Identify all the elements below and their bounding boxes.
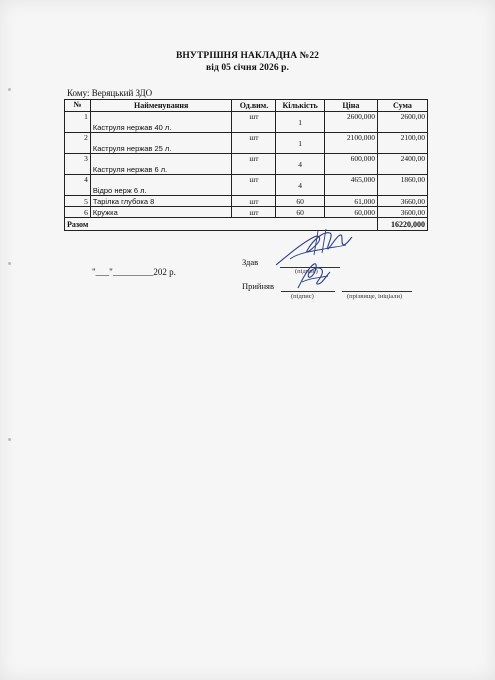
row-price: 60,000 [324, 207, 377, 218]
row-price: 465,000 [324, 175, 377, 196]
row-quantity: 4 [276, 154, 324, 175]
row-number: 6 [65, 207, 91, 218]
row-quantity: 60 [276, 196, 324, 207]
row-unit: шт [232, 112, 276, 133]
table-row [65, 112, 428, 133]
received-name-line [342, 291, 412, 292]
row-sum: 1860,00 [377, 175, 427, 196]
table-row [65, 133, 428, 154]
header-number: № [65, 100, 91, 112]
row-price: 61,000 [324, 196, 377, 207]
invoice-table [64, 99, 428, 231]
total-value: 16220,000 [377, 218, 427, 231]
row-price: 2100,000 [324, 133, 377, 154]
row-price: 600,000 [324, 154, 377, 175]
row-number: 4 [65, 175, 91, 196]
row-unit: шт [232, 196, 276, 207]
table-row [65, 175, 428, 196]
row-name: Тарілка глубока 8 [90, 196, 232, 207]
row-name: Каструля нержав 25 л. [90, 133, 232, 154]
header-price: Ціна [324, 100, 377, 112]
handed-sign-hint: (підпис) [295, 268, 318, 275]
row-quantity: 4 [276, 175, 324, 196]
row-quantity: 1 [276, 112, 324, 133]
row-quantity: 1 [276, 133, 324, 154]
date-field: "___"_________202 р. [92, 267, 176, 277]
row-unit: шт [232, 154, 276, 175]
recipient-line: Кому: Веряцький ЗДО [67, 88, 153, 98]
received-name-hint: (прізвище, ініціали) [347, 293, 403, 300]
table-header-row [65, 100, 428, 112]
row-name: Каструля нержав 6 л. [90, 154, 232, 175]
row-price: 2600,000 [324, 112, 377, 133]
received-signature-image [292, 258, 336, 294]
scan-mark [8, 438, 11, 441]
row-sum: 3600,00 [377, 207, 427, 218]
row-name: Відро нерж 6 л. [90, 175, 232, 196]
table-row [65, 154, 428, 175]
row-sum: 2400,00 [377, 154, 427, 175]
row-number: 1 [65, 112, 91, 133]
total-label: Разом [65, 218, 378, 231]
row-sum: 2600,00 [377, 112, 427, 133]
received-sign-hint: (підпис) [291, 293, 314, 300]
row-unit: шт [232, 207, 276, 218]
document-date: від 05 січня 2026 р. [205, 63, 290, 73]
handed-label: Здав [242, 257, 259, 267]
header-sum: Сума [377, 100, 427, 112]
row-number: 2 [65, 133, 91, 154]
row-unit: шт [232, 133, 276, 154]
row-sum: 3660,00 [377, 196, 427, 207]
table-total-row [65, 218, 428, 231]
row-name: Кружка [90, 207, 232, 218]
document-title: ВНУТРІШНЯ НАКЛАДНА №22 [175, 51, 320, 61]
row-quantity: 60 [276, 207, 324, 218]
table-row [65, 207, 428, 218]
table-row [65, 196, 428, 207]
row-sum: 2100,00 [377, 133, 427, 154]
row-name: Каструля нержав 40 л. [90, 112, 232, 133]
row-number: 3 [65, 154, 91, 175]
header-unit: Од.вим. [232, 100, 276, 112]
received-label: Прийняв [242, 281, 274, 291]
scan-mark [8, 88, 11, 91]
row-unit: шт [232, 175, 276, 196]
header-name: Найменування [90, 100, 232, 112]
scan-mark [8, 262, 11, 265]
row-number: 5 [65, 196, 91, 207]
header-quantity: Кількість [276, 100, 324, 112]
